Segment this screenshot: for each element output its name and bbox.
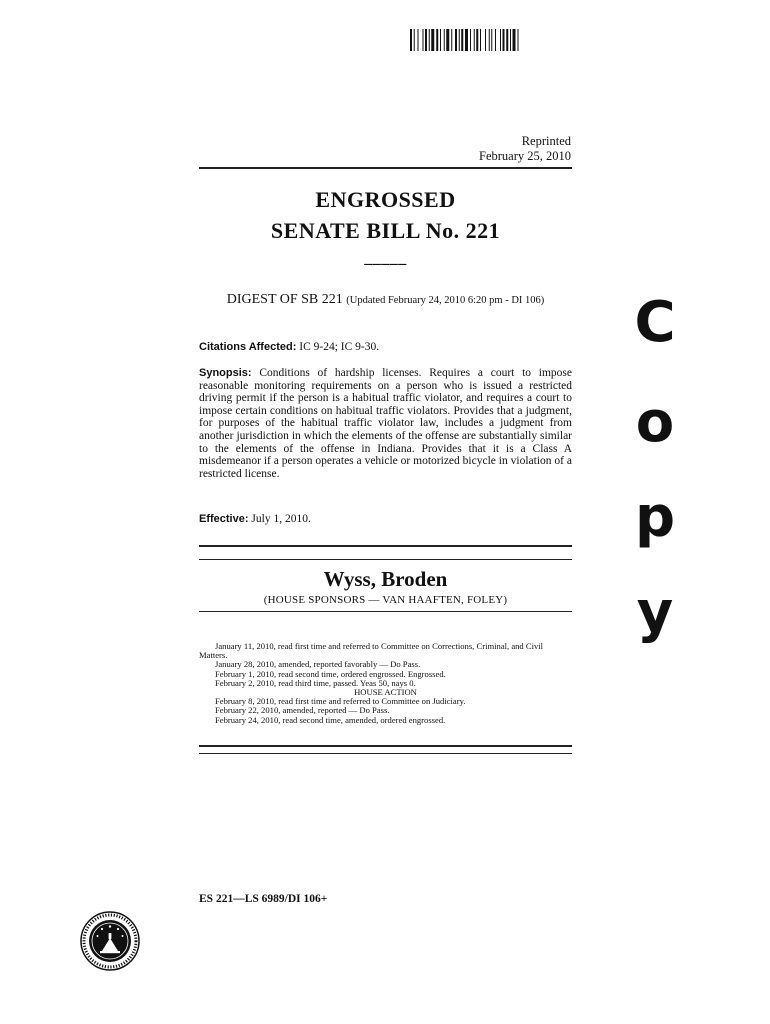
title-divider: _____ (364, 250, 407, 267)
synopsis (199, 367, 572, 480)
barcode (410, 29, 588, 51)
effective-text: July 1, 2010. (251, 513, 311, 525)
copy-watermark-letter: C (634, 290, 676, 355)
header-rule (199, 167, 572, 169)
history-rule-top (199, 745, 572, 747)
sponsor-rule-top (199, 545, 572, 547)
house-sponsors: (HOUSE SPONSORS — VAN HAAFTEN, FOLEY) (263, 594, 508, 606)
legislative-history (199, 642, 572, 725)
effective-date (199, 513, 572, 526)
history-entry: January 11, 2010, read first time and referred to Committee on Corrections, Criminal, and Civil Matters. (199, 641, 544, 661)
citations-text: IC 9-24; IC 9-30. (299, 341, 380, 353)
history-entry: February 1, 2010, read second time, ordered engrossed. Engrossed. (215, 668, 446, 679)
reprint-label: Reprinted (521, 134, 571, 148)
digest-heading (199, 292, 572, 308)
title-bill-number: SENATE BILL No. 221 (270, 218, 501, 243)
copy-watermark-letter: y (636, 580, 674, 645)
citations-label: Citations Affected: (199, 341, 297, 353)
house-action-heading: HOUSE ACTION (354, 687, 417, 698)
citations-affected (199, 341, 572, 354)
history-entry: February 8, 2010, read first time and referred to Committee on Judiciary. (215, 696, 466, 707)
senate-sponsors: Wyss, Broden (323, 567, 448, 591)
title-engrossed: ENGROSSED (315, 187, 456, 212)
bill-document-id: ES 221—LS 6989/DI 106+ (199, 893, 328, 905)
history-entry: February 24, 2010, read second time, amended, ordered engrossed. (215, 714, 446, 725)
sponsor-rule-second (199, 559, 572, 560)
synopsis-label: Synopsis: (199, 367, 252, 379)
digest-title: DIGEST OF SB 221 (226, 292, 343, 307)
copy-watermark-letter: o (635, 390, 675, 455)
history-entry: January 28, 2010, amended, reported favorably — Do Pass. (215, 659, 421, 670)
sponsor-rule-bottom (199, 611, 572, 612)
digest-updated: (Updated February 24, 2010 6:20 pm - DI 106) (346, 295, 545, 306)
reprint-date: February 25, 2010 (479, 149, 571, 163)
effective-label: Effective: (199, 513, 249, 525)
history-rule-bottom (199, 753, 572, 754)
state-seal-icon (80, 911, 140, 971)
history-entry: February 2, 2010, read third time, passed. Yeas 50, nays 0. (215, 677, 416, 688)
synopsis-text: Conditions of hardship licenses. Requires a court to impose reasonable monitoring requirements on a person who is issued a restricted driving permit if the person is a habitual traffic violator, and requires a court to impose certain conditions on habitual traffic violators. Provides that a judgment, for purposes of the habitual traffic violator law, includes a judgment from another jurisdiction in which the elements of the offense are substantially similar to the elements of the offense in Indiana. Provides that it is a Class A misdemeanor if a person operates a vehicle or motorized bicycle in violation of a restricted license. (199, 367, 572, 480)
history-entry: February 22, 2010, amended, reported — Do Pass. (215, 705, 390, 716)
copy-watermark-letter: p (634, 485, 676, 550)
